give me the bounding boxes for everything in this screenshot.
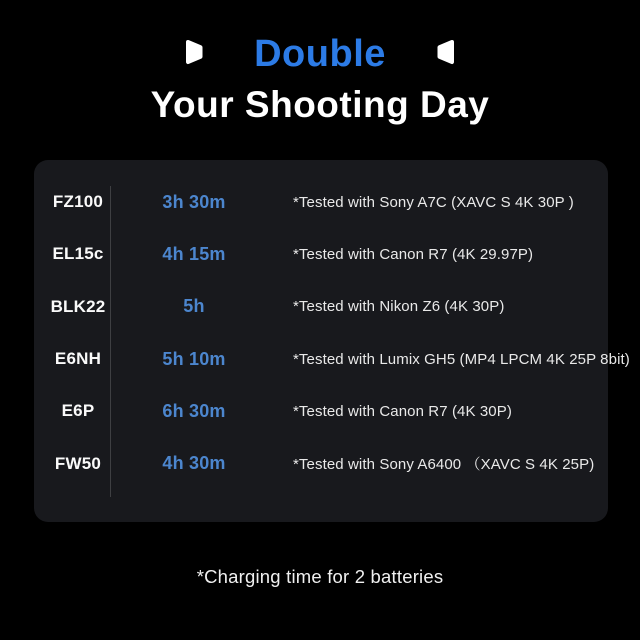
table-row <box>34 333 630 385</box>
test-note: *Tested with Nikon Z6 (4K 30P) <box>293 298 505 316</box>
page-subtitle: Your Shooting Day <box>150 84 490 125</box>
charging-time: 4h 15m <box>162 243 226 264</box>
table-row <box>34 385 608 437</box>
charging-time: 6h 30m <box>162 400 226 421</box>
play-right-icon <box>185 38 204 71</box>
charging-time: 5h 10m <box>162 348 226 369</box>
battery-model: BLK22 <box>50 296 106 316</box>
charging-time: 3h 30m <box>162 191 226 212</box>
test-note: *Tested with Canon R7 (4K 29.97P) <box>293 245 534 263</box>
page-title-accent: Double <box>254 32 386 75</box>
table-row <box>34 176 608 228</box>
test-note: *Tested with Canon R7 (4K 30P) <box>293 402 512 420</box>
battery-model: FW50 <box>54 453 102 473</box>
play-left-icon <box>436 38 455 71</box>
table-row <box>34 281 608 333</box>
charging-time: 4h 30m <box>162 453 226 474</box>
table-row <box>34 437 608 489</box>
battery-model: EL15c <box>52 244 104 264</box>
header <box>0 28 640 80</box>
charging-footnote: *Charging time for 2 batteries <box>196 566 444 587</box>
battery-spec-card <box>34 160 630 522</box>
charging-time: 5h <box>183 296 205 317</box>
battery-model: FZ100 <box>52 192 104 212</box>
battery-model: E6P <box>61 401 95 421</box>
table-row <box>34 228 608 280</box>
test-note: *Tested with Lumix GH5 (MP4 LPCM 4K 25P 8bit) <box>293 350 630 368</box>
battery-table-body <box>34 176 630 490</box>
test-note: *Tested with Sony A7C (XAVC S 4K 30P ) <box>293 193 574 211</box>
battery-model: E6NH <box>54 349 102 369</box>
test-note: *Tested with Sony A6400 （XAVC S 4K 25P) <box>293 456 595 474</box>
